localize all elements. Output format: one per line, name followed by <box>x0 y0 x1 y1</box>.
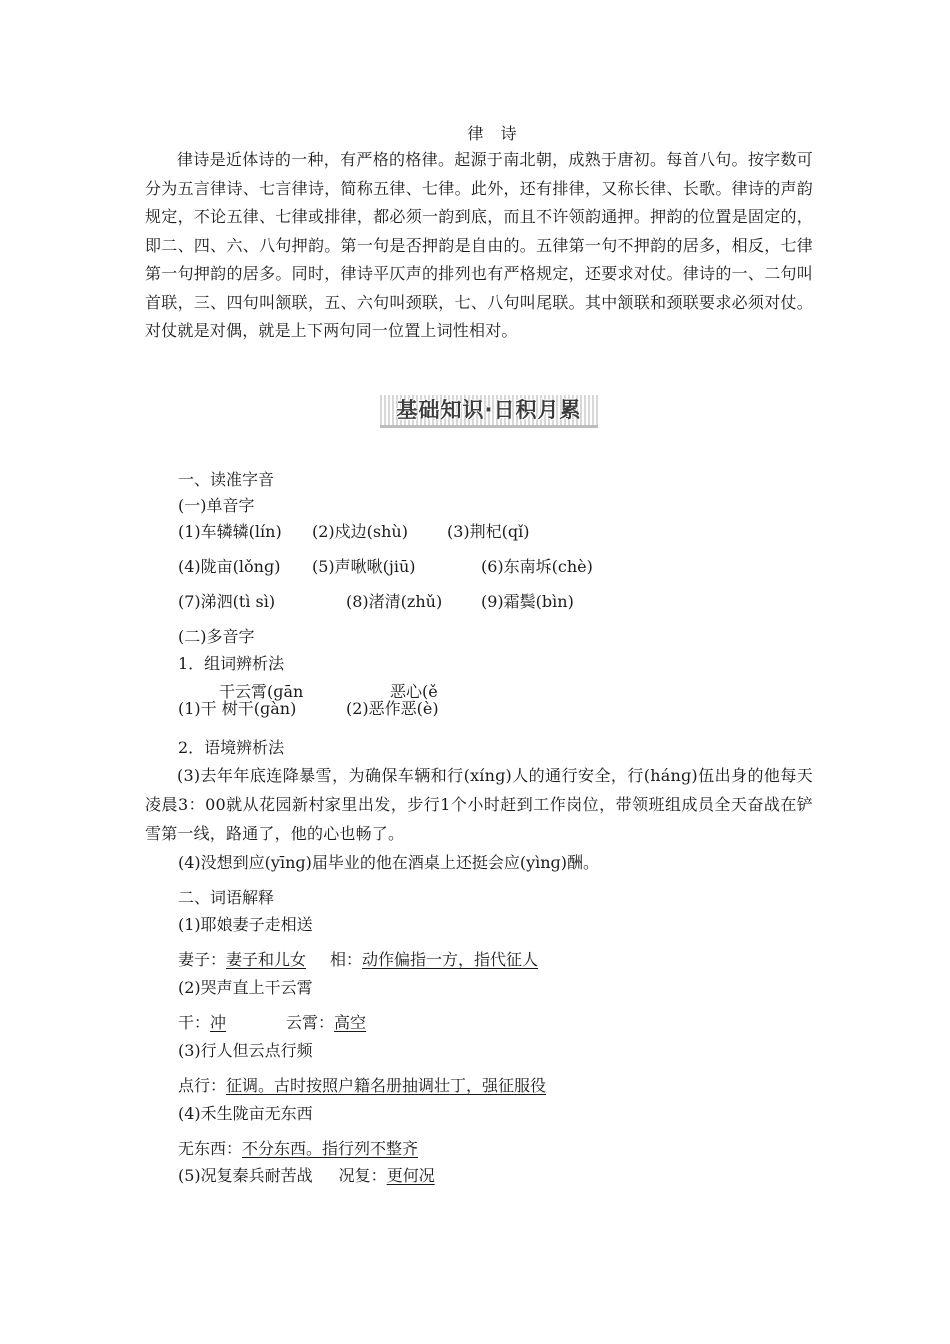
answer-label: 相： <box>330 950 363 969</box>
answer-text: 妻子和儿女 <box>226 950 307 969</box>
vocab-item-5 <box>178 1166 435 1186</box>
answer-text: 不分东西。指行列不整齐 <box>242 1139 419 1158</box>
answer-text: 高空 <box>334 1013 367 1032</box>
vocab-item-4: (4)禾生陇亩无东西 <box>178 1104 313 1123</box>
pron-item-5: (5)声啾啾(jiū) <box>312 557 416 576</box>
vocab-item-3: (3)行人但云点行频 <box>178 1041 313 1060</box>
answer-text: 冲 <box>210 1013 227 1032</box>
banner-title: 基础知识·日积月累 <box>396 398 582 422</box>
pron-item-9: (9)霜鬓(bìn) <box>481 592 574 611</box>
answer-text: 动作偏指一方，指代征人 <box>362 950 539 969</box>
section-heading-pronunciation: 一、读准字音 <box>178 470 275 489</box>
page-title: 律 诗 <box>467 124 523 143</box>
pron-item-4: (4)陇亩(lǒnɡ) <box>178 557 281 576</box>
answer-label: 妻子： <box>178 950 227 969</box>
context-text-3: (3)去年年底连降暴雪，为确保车辆和行(xínɡ)人的通行安全，行(hánɡ)伍出身的他每天凌晨3：00就从花园新村家里出发，步行1个小时赶到工作岗位，带领班组成员全天奋战在铲雪第一线，路通了，他的心也畅了。 <box>145 766 813 843</box>
pron-item-8: (8)渚清(zhǔ) <box>346 592 443 611</box>
pron-item-2: (2)戍边(shù) <box>312 522 408 541</box>
polyphone-1-bottom: (1)干 树干(ɡàn) <box>178 699 297 718</box>
answer-label: 无东西： <box>178 1139 243 1158</box>
context-item-4: (4)没想到应(yīnɡ)届毕业的他在酒桌上还挺会应(yìnɡ)酬。 <box>178 853 600 872</box>
answer-label: 点行： <box>178 1076 227 1095</box>
polyphone-2-top: 恶心(ě <box>390 682 438 701</box>
pron-item-7: (7)涕泗(tì sì) <box>178 592 276 611</box>
pron-item-6: (6)东南坼(chè) <box>481 557 593 576</box>
pron-item-1: (1)车辚辚(lín) <box>178 522 282 541</box>
answer-text: 更何况 <box>386 1166 435 1185</box>
vocab-answer-4 <box>178 1139 418 1159</box>
answer-label: 干： <box>178 1013 211 1032</box>
vocab-answer-1 <box>178 950 538 970</box>
polyphone-2-bottom: (2)恶作恶(è) <box>346 699 439 718</box>
method-word-group: 1．组词辨析法 <box>178 654 285 673</box>
vocab-item-2: (2)哭声直上干云霄 <box>178 978 313 997</box>
method-context: 2．语境辨析法 <box>178 738 285 757</box>
section-banner <box>380 391 598 427</box>
answer-label: 云霄： <box>286 1013 335 1032</box>
intro-paragraph <box>145 146 813 346</box>
vocab-answer-3 <box>178 1076 546 1096</box>
subheading-multi-pronunciation: (二)多音字 <box>178 627 255 646</box>
context-item-3 <box>145 761 813 848</box>
vocab-answer-2 <box>178 1013 366 1033</box>
vocab-item-1: (1)耶娘妻子走相送 <box>178 915 313 934</box>
vocab-item-5-text: (5)况复秦兵耐苦战 <box>178 1166 313 1185</box>
pron-item-3: (3)荆杞(qǐ) <box>447 522 530 541</box>
intro-text: 律诗是近体诗的一种，有严格的格律。起源于南北朝，成熟于唐初。每首八句。按字数可分为五言律诗、七言律诗，简称五律、七律。此外，还有排律，又称长律、长歌。律诗的声韵规定，不论五律、七律或排律，都必须一韵到底，而且不许领韵通押。押韵的位置是固定的，即二、四、六、八句押韵。第一句是否押韵是自由的。五律第一句不押韵的居多，相反，七律第一句押韵的居多。同时，律诗平仄声的排列也有严格规定，还要求对仗。律诗的一、二句叫首联，三、四句叫颔联，五、六句叫颈联，七、八句叫尾联。其中颔联和颈联要求必须对仗。对仗就是对偶，就是上下两句同一位置上词性相对。 <box>145 150 813 340</box>
answer-label: 况复： <box>338 1166 387 1185</box>
subheading-single-pronunciation: (一)单音字 <box>178 496 255 515</box>
section-heading-vocab: 二、词语解释 <box>178 888 275 907</box>
answer-text: 征调。古时按照户籍名册抽调壮丁，强征服役 <box>226 1076 547 1095</box>
polyphone-1-top: 干云霄(ɡān <box>219 682 304 701</box>
